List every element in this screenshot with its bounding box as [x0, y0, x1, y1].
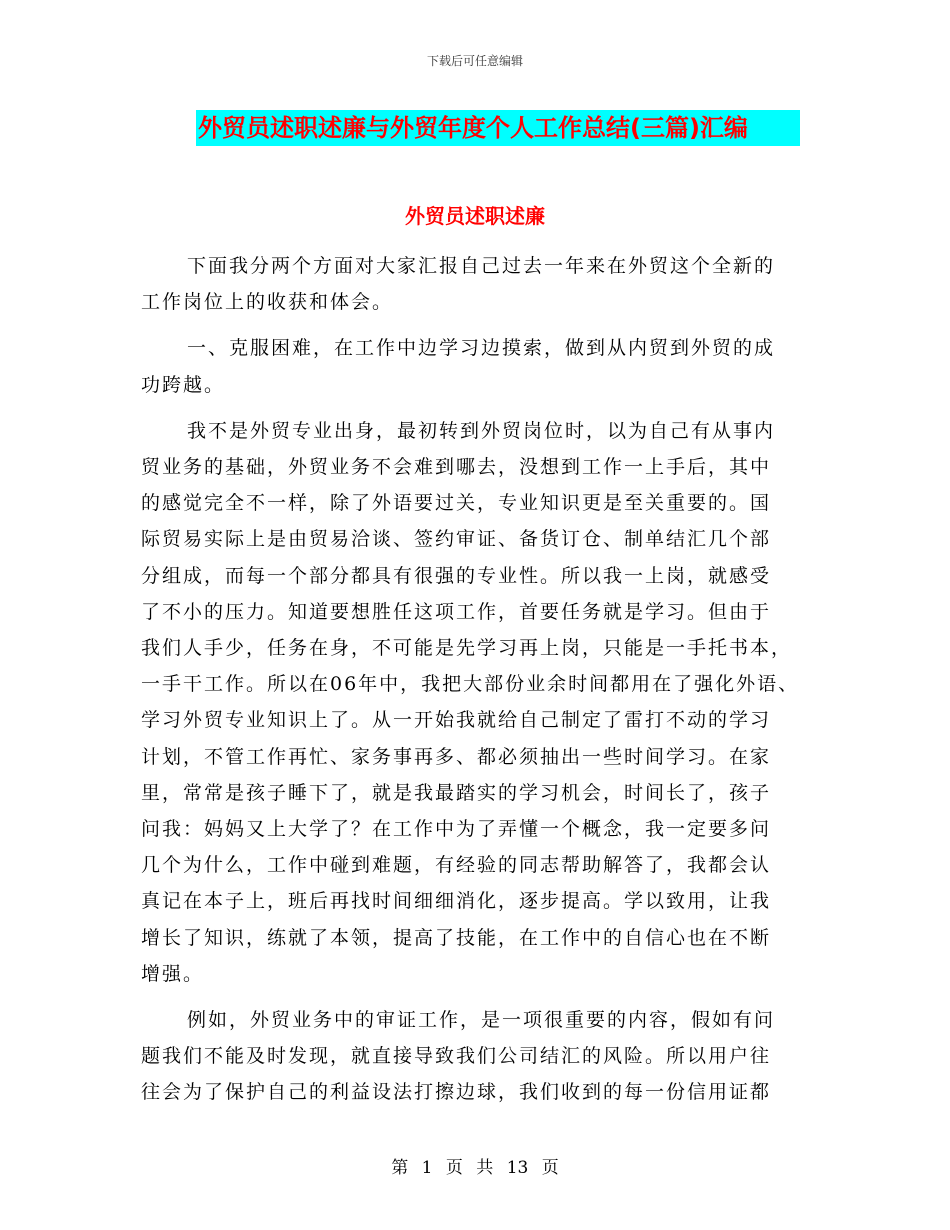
text-line: 增强。	[141, 962, 205, 985]
paragraph	[141, 330, 811, 402]
header-note: 下载后可任意编辑	[426, 54, 523, 68]
text-line: 问我：妈妈又上大学了？在工作中为了弄懂一个概念，我一定要多问	[141, 818, 772, 841]
text-line: 贸业务的基础，外贸业务不会难到哪去，没想到工作一上手后，其中	[141, 456, 772, 479]
text-line: 分组成，而每一个部分都具有很强的专业性。所以我一上岗，就感受	[141, 564, 772, 587]
text-line: 学习外贸专业知识上了。从一开始我就给自己制定了雷打不动的学习	[141, 709, 772, 732]
text-line: 了不小的压力。知道要想胜任这项工作，首要任务就是学习。但由于	[141, 600, 772, 623]
text-line: 往会为了保护自己的利益设法打擦边球，我们收到的每一份信用证都	[141, 1081, 772, 1104]
document-title: 外贸员述职述廉与外贸年度个人工作总结(三篇)汇编	[196, 110, 800, 146]
text-line: 题我们不能及时发现，就直接导致我们公司结汇的风险。所以用户往	[141, 1045, 772, 1068]
text-line: 计划，不管工作再忙、家务事再多、都必须抽出一些时间学习。在家	[141, 745, 772, 768]
paragraph	[141, 1002, 811, 1111]
paragraph	[141, 248, 811, 320]
text-line: 功跨越。	[141, 373, 226, 396]
text-line: 例如，外贸业务中的审证工作，是一项很重要的内容，假如有问	[187, 1009, 776, 1032]
text-line: 我不是外贸专业出身，最初转到外贸岗位时，以为自己有从事内	[187, 419, 776, 442]
text-line: 的感觉完全不一样，除了外语要过关，专业知识更是至关重要的。国	[141, 492, 772, 515]
text-line: 我们人手少，任务在身，不可能是先学习再上岗，只能是一手托书本，	[141, 637, 793, 660]
text-line: 里，常常是孩子睡下了，就是我最踏实的学习机会，时间长了，孩子	[141, 781, 772, 804]
page-footer: 第 1 页 共 13 页	[391, 1158, 559, 1178]
paragraph	[141, 413, 811, 992]
section-title: 外贸员述职述廉	[405, 204, 545, 228]
text-line: 增长了知识，练就了本领，提高了技能，在工作中的自信心也在不断	[141, 926, 772, 949]
text-line: 几个为什么，工作中碰到难题，有经验的同志帮助解答了，我都会认	[141, 854, 772, 877]
text-line: 一手干工作。所以在06年中，我把大部份业余时间都用在了强化外语、	[141, 673, 800, 696]
text-line: 真记在本子上，班后再找时间细细消化，逐步提高。学以致用，让我	[141, 890, 772, 913]
text-line: 工作岗位上的收获和体会。	[141, 291, 394, 314]
document-body	[141, 248, 811, 1121]
text-line: 下面我分两个方面对大家汇报自己过去一年来在外贸这个全新的	[187, 255, 776, 277]
text-line: 际贸易实际上是由贸易洽谈、签约审证、备货订仓、制单结汇几个部	[141, 528, 772, 551]
text-line: 一、克服困难，在工作中边学习边摸索，做到从内贸到外贸的成	[187, 337, 776, 360]
